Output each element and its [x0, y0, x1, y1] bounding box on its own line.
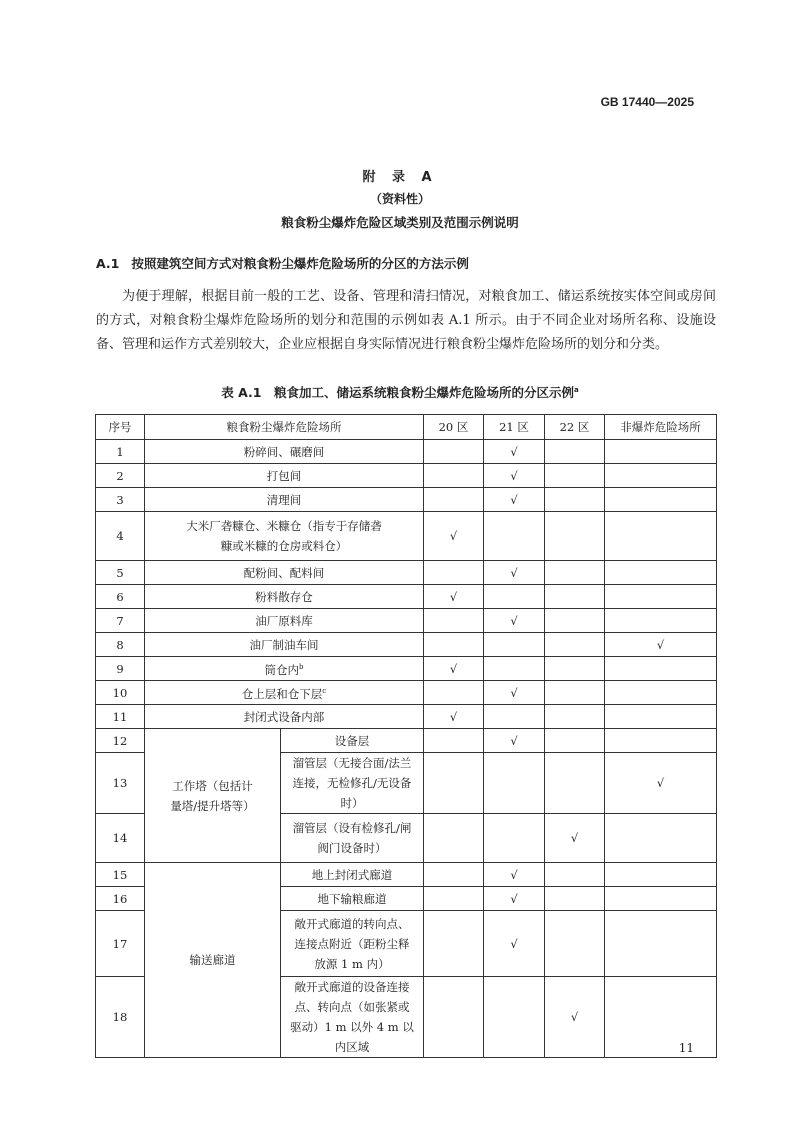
cell-zone21	[484, 585, 545, 609]
cell-place: 地下输粮廊道	[281, 887, 424, 911]
cell-zone20	[424, 863, 484, 887]
cell-zone20	[424, 464, 484, 488]
cell-zone22	[545, 633, 605, 657]
cell-place	[145, 440, 424, 464]
cell-zone22	[545, 753, 605, 814]
cell-non-hazard	[605, 440, 717, 464]
cell-zone21: √	[484, 464, 545, 488]
cell-number: 3	[96, 488, 145, 512]
cell-number: 17	[96, 911, 145, 977]
cell-zone20	[424, 440, 484, 464]
cell-zone20	[424, 488, 484, 512]
cell-non-hazard	[605, 561, 717, 585]
cell-zone21: √	[484, 729, 545, 753]
cell-group-label: 输送廊道	[145, 863, 281, 1058]
appendix-subject: 粮食粉尘爆炸危险区域类别及范围示例说明	[281, 215, 519, 230]
cell-non-hazard	[605, 464, 717, 488]
zone-table	[95, 414, 717, 1058]
cell-place: 溜管层（无接合面/法兰连接，无检修孔/无设备时）	[281, 753, 424, 814]
cell-number: 12	[96, 729, 145, 753]
cell-zone20	[424, 633, 484, 657]
cell-place	[145, 657, 424, 681]
cell-zone22: √	[545, 814, 605, 863]
cell-place-text: 粉碎间、碾磨间	[243, 444, 325, 459]
table-caption	[0, 383, 800, 401]
table-row	[96, 464, 717, 488]
cell-place: 地上封闭式廊道	[281, 863, 424, 887]
cell-place	[145, 681, 424, 705]
cell-non-hazard	[605, 729, 717, 753]
cell-non-hazard	[605, 911, 717, 977]
cell-zone21: √	[484, 911, 545, 977]
cell-place-note: b	[299, 663, 304, 672]
cell-number: 8	[96, 633, 145, 657]
cell-place: 溜管层（设有检修孔/闸阀门设备时）	[281, 814, 424, 863]
cell-zone22	[545, 585, 605, 609]
cell-number: 5	[96, 561, 145, 585]
cell-number: 15	[96, 863, 145, 887]
cell-zone22	[545, 705, 605, 729]
cell-number: 14	[96, 814, 145, 863]
cell-place-note: c	[322, 687, 327, 696]
cell-number: 4	[96, 512, 145, 561]
cell-non-hazard	[605, 814, 717, 863]
cell-place-text: 封闭式设备内部	[243, 709, 325, 724]
cell-zone20	[424, 753, 484, 814]
cell-zone20	[424, 729, 484, 753]
cell-zone22	[545, 681, 605, 705]
appendix-nature: （资料性）	[369, 192, 430, 206]
cell-zone21	[484, 657, 545, 681]
cell-place-text: 油厂制油车间	[249, 637, 319, 652]
cell-place-text: 打包间	[266, 468, 302, 483]
table-row	[96, 488, 717, 512]
cell-zone21: √	[484, 609, 545, 633]
cell-zone20	[424, 814, 484, 863]
cell-place-text: 大米厂砻糠仓、米糠仓（指专于存储砻糠或米糠的仓房或料仓）	[186, 519, 382, 553]
cell-zone20: √	[424, 512, 484, 561]
cell-place	[145, 561, 424, 585]
cell-place	[145, 464, 424, 488]
table-row	[96, 729, 717, 753]
cell-zone21	[484, 977, 545, 1058]
cell-zone22	[545, 729, 605, 753]
cell-zone20	[424, 561, 484, 585]
cell-place: 敞开式廊道的设备连接点、转向点（如张紧或驱动）1 m 以外 4 m 以内区域	[281, 977, 424, 1058]
table-header-row	[96, 415, 717, 440]
cell-zone20	[424, 977, 484, 1058]
cell-zone20: √	[424, 585, 484, 609]
cell-zone21: √	[484, 681, 545, 705]
table-row	[96, 863, 717, 887]
cell-place-text: 筒仓内	[264, 662, 299, 677]
table-row	[96, 657, 717, 681]
cell-zone21: √	[484, 488, 545, 512]
body-paragraph: 为便于理解，根据目前一般的工艺、设备、管理和清扫情况，对粮食加工、储运系统按实体空间或房间的方式，对粮食粉尘爆炸危险场所的划分和范围的示例如表 A.1 所示。由于不同企业对场所名称、设施设备、管理和运作方式差别较大，企业应根据自身实际情况进行粮食粉尘爆炸危险场所的划分和分类。	[96, 289, 716, 352]
cell-zone21	[484, 633, 545, 657]
cell-place: 设备层	[281, 729, 424, 753]
cell-zone20: √	[424, 705, 484, 729]
cell-place: 敞开式廊道的转向点、连接点附近（距粉尘释放源 1 m 内）	[281, 911, 424, 977]
cell-zone22	[545, 464, 605, 488]
cell-place-text: 清理间	[266, 492, 302, 507]
cell-zone21	[484, 705, 545, 729]
cell-place	[145, 705, 424, 729]
cell-place	[145, 512, 424, 561]
cell-non-hazard	[605, 512, 717, 561]
cell-zone20	[424, 681, 484, 705]
cell-non-hazard	[605, 705, 717, 729]
cell-zone22	[545, 911, 605, 977]
cell-non-hazard	[605, 609, 717, 633]
cell-zone22	[545, 863, 605, 887]
cell-zone21	[484, 753, 545, 814]
cell-zone21: √	[484, 863, 545, 887]
table-row	[96, 561, 717, 585]
header-place: 粮食粉尘爆炸危险场所	[145, 415, 424, 440]
cell-zone20	[424, 911, 484, 977]
cell-zone22	[545, 657, 605, 681]
cell-zone21: √	[484, 440, 545, 464]
cell-zone20	[424, 887, 484, 911]
cell-non-hazard	[605, 887, 717, 911]
cell-zone20: √	[424, 657, 484, 681]
table-caption-text: 表 A.1 粮食加工、储运系统粮食粉尘爆炸危险场所的分区示例	[221, 385, 574, 400]
cell-place	[145, 488, 424, 512]
cell-zone21: √	[484, 887, 545, 911]
cell-place-text: 仓上层和仓下层	[241, 686, 323, 701]
header-no: 序号	[96, 415, 145, 440]
header-non-hazard: 非爆炸危险场所	[605, 415, 717, 440]
page-number: 11	[678, 1041, 694, 1055]
cell-non-hazard	[605, 863, 717, 887]
cell-place	[145, 585, 424, 609]
cell-zone21	[484, 512, 545, 561]
header-zone20: 20 区	[424, 415, 484, 440]
cell-zone22	[545, 440, 605, 464]
cell-place	[145, 633, 424, 657]
appendix-title: 附 录 A	[362, 170, 438, 185]
cell-group-label: 工作塔（包括计量塔/提升塔等）	[145, 729, 281, 863]
table-caption-note: a	[573, 385, 579, 394]
cell-place-text: 油厂原料库	[255, 613, 313, 628]
cell-non-hazard: √	[605, 633, 717, 657]
cell-number: 2	[96, 464, 145, 488]
table-body	[96, 440, 717, 1058]
cell-zone22	[545, 561, 605, 585]
table-row	[96, 512, 717, 561]
cell-non-hazard	[605, 681, 717, 705]
section-title: 按照建筑空间方式对粮食粉尘爆炸危险场所的分区的方法示例	[131, 256, 469, 271]
cell-zone22	[545, 488, 605, 512]
header-zone22: 22 区	[545, 415, 605, 440]
cell-non-hazard: √	[605, 753, 717, 814]
section-heading	[96, 254, 469, 272]
standard-code: GB 17440—2025	[600, 95, 694, 109]
cell-zone21: √	[484, 561, 545, 585]
cell-zone22: √	[545, 977, 605, 1058]
cell-zone22	[545, 512, 605, 561]
cell-non-hazard	[605, 488, 717, 512]
cell-zone22	[545, 887, 605, 911]
cell-number: 18	[96, 977, 145, 1058]
header-zone21: 21 区	[484, 415, 545, 440]
cell-place	[145, 609, 424, 633]
table-row	[96, 440, 717, 464]
cell-number: 16	[96, 887, 145, 911]
cell-number: 1	[96, 440, 145, 464]
cell-number: 6	[96, 585, 145, 609]
cell-zone21	[484, 814, 545, 863]
table-row	[96, 633, 717, 657]
cell-zone22	[545, 609, 605, 633]
cell-place-text: 粉料散存仓	[255, 589, 313, 604]
cell-non-hazard	[605, 585, 717, 609]
cell-non-hazard	[605, 657, 717, 681]
section-number: A.1	[96, 256, 120, 271]
cell-zone20	[424, 609, 484, 633]
cell-number: 11	[96, 705, 145, 729]
cell-number: 13	[96, 753, 145, 814]
table-row	[96, 705, 717, 729]
cell-place-text: 配粉间、配料间	[243, 565, 325, 580]
cell-number: 7	[96, 609, 145, 633]
cell-non-hazard	[605, 977, 717, 1058]
cell-number: 10	[96, 681, 145, 705]
table-row	[96, 585, 717, 609]
table-row	[96, 681, 717, 705]
table-row	[96, 609, 717, 633]
cell-number: 9	[96, 657, 145, 681]
